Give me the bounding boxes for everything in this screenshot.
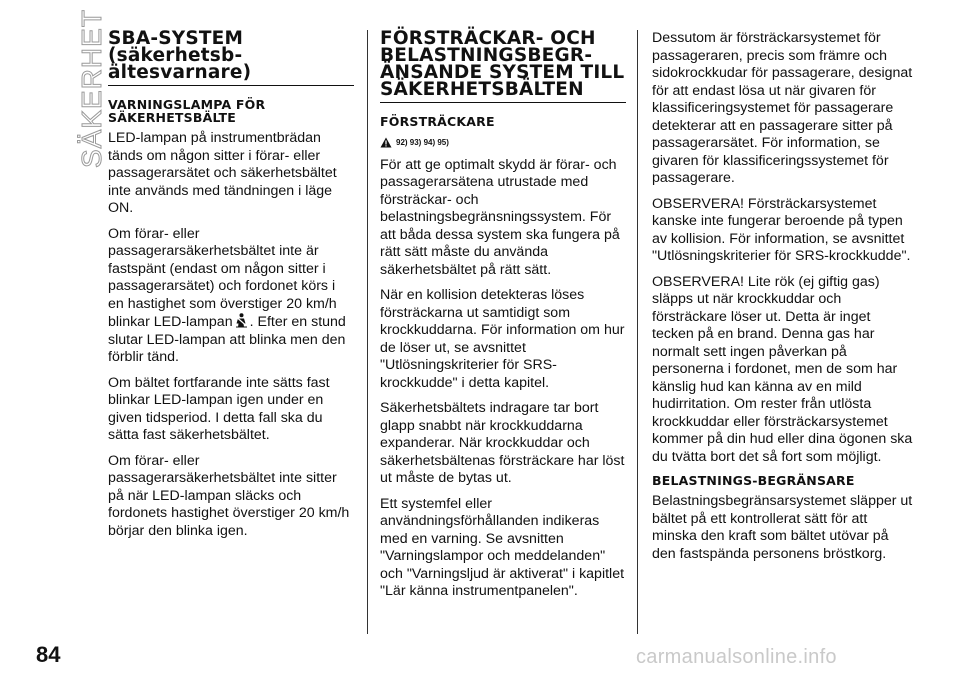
note-references-text: 92) 93) 94) 95) [396,138,449,147]
note-references [380,134,626,152]
paragraph-text: . Efter en stund slutar LED-lampan att blinka men den förblir tänd. [108,314,346,365]
subsection-title-pretensioner: FÖRSTRÄCKARE [380,114,495,129]
side-tab-label: SÄKERHET [76,9,107,168]
paragraph-text: Om förar- eller passagerarsäkerhetsbältet inte är fastspänt (endast om någon sitter i passagerarsätet) och fordonet körs i en hastighet som överstiger 20 km/h blinkar LED-lampan [108,225,337,330]
subsection-title-warning-lamp: VARNINGSLAMPA FÖR SÄKERHETSBÄLTE [108,97,266,125]
paragraph: Säkerhetsbältets indragare tar bort glapp snabbt när krockkuddarna expanderar. När krockkuddar och säkerhetsbältenas försträckare har löst ut måste de bytas ut. [380,400,625,486]
paragraph [108,226,354,367]
paragraph: Om förar- eller passagerarsäkerhetsbältet inte sitter på när LED-lampan släcks och fordonets hastighet överstiger 20 km/h börjar den blinka igen. [108,452,350,539]
paragraph: När en kollision detekteras löses försträckarna ut samtidigt som krockkuddarna. För information om hur de löser ut, se avsnittet "Utlösningskriterier för SRS-krockkudde" i detta kapitel. [380,287,625,391]
column-3 [652,30,916,571]
column-divider [637,30,638,634]
page-number: 84 [36,642,61,667]
paragraph: Om bältet fortfarande inte sätts fast blinkar LED-lampan igen under en given tidsperiod. I detta fall ska du sätta fast säkerhetsbältet. [108,374,330,443]
paragraph: OBSERVERA! Lite rök (ej giftig gas) släpps ut när krockkuddar och försträckare löser ut. Detta är inget tecken på en brand. Denna gas har normalt sett ingen påverkan på personerna i fordonet, men de som har känslig hud kan känna av en mild hudirritation. Om rester från utlösta krockkuddar eller försträckarsystemet kommer på din hud eller dina ögonen ska du tvätta bort det så fort som möjligt. [652,273,913,465]
paragraph: OBSERVERA! Försträckarsystemet kanske inte fungerar beroende på typen av kollision. För information, se avsnittet "Utlösningskriterier för SRS-krockkudde". [652,195,911,264]
column-1 [108,30,354,548]
section-title-pretensioner: FÖRSTRÄCKAR- OCH BELASTNINGSBEGR-ÄNSANDE SYSTEM TILL SÄKERHETSBÄLTEN [380,30,626,103]
seatbelt-warning-icon [235,313,248,328]
paragraph: Ett systemfel eller användningsförhållanden indikeras med en varning. Se avsnitten "Varningslampor och meddelanden" och "Varningsljud är aktiverat" i kapitlet "Lär känna instrumentpanelen". [380,495,625,599]
watermark: carmanualsonline.info [636,646,837,668]
paragraph: LED-lampan på instrumentbrädan tänds om någon sitter i förar- eller passagerarsätet och säkerhetsbältet inte används med tändningen i läge ON. [108,130,337,216]
warning-triangle-icon [380,137,392,148]
paragraph: För att ge optimalt skydd är förar- och passagerarsätena utrustade med försträckar- och belastningsbegränsningssystem. För att båda dessa system ska fungera på rätt sätt måste du använda säkerhetsbältet på rätt sätt. [380,156,620,278]
column-2 [380,30,626,609]
paragraph: Dessutom är försträckarsystemet för passageraren, precis som främre och sidokrockkudar för passagerare, designat för att endast lösa ut när givaren för klassificeringsystemet för passagerare detekterar att en passagerare sitter på passagerarsätet. För information, se givaren för klassificeringssystemet för passagerare. [652,30,913,186]
subsection-title-load-limiter: BELASTNINGS-BEGRÄNSARE [652,473,855,488]
section-title-sba: SBA-SYSTEM (säkerhetsb-ältesvarnare) [108,30,354,86]
side-tab [42,9,107,168]
column-divider [367,30,368,634]
paragraph: Belastningsbegränsarsystemet släpper ut bältet på ett kontrollerat sätt för att minska den kraft som bältet utövar på den fastspända personens bröstkorg. [652,493,913,562]
